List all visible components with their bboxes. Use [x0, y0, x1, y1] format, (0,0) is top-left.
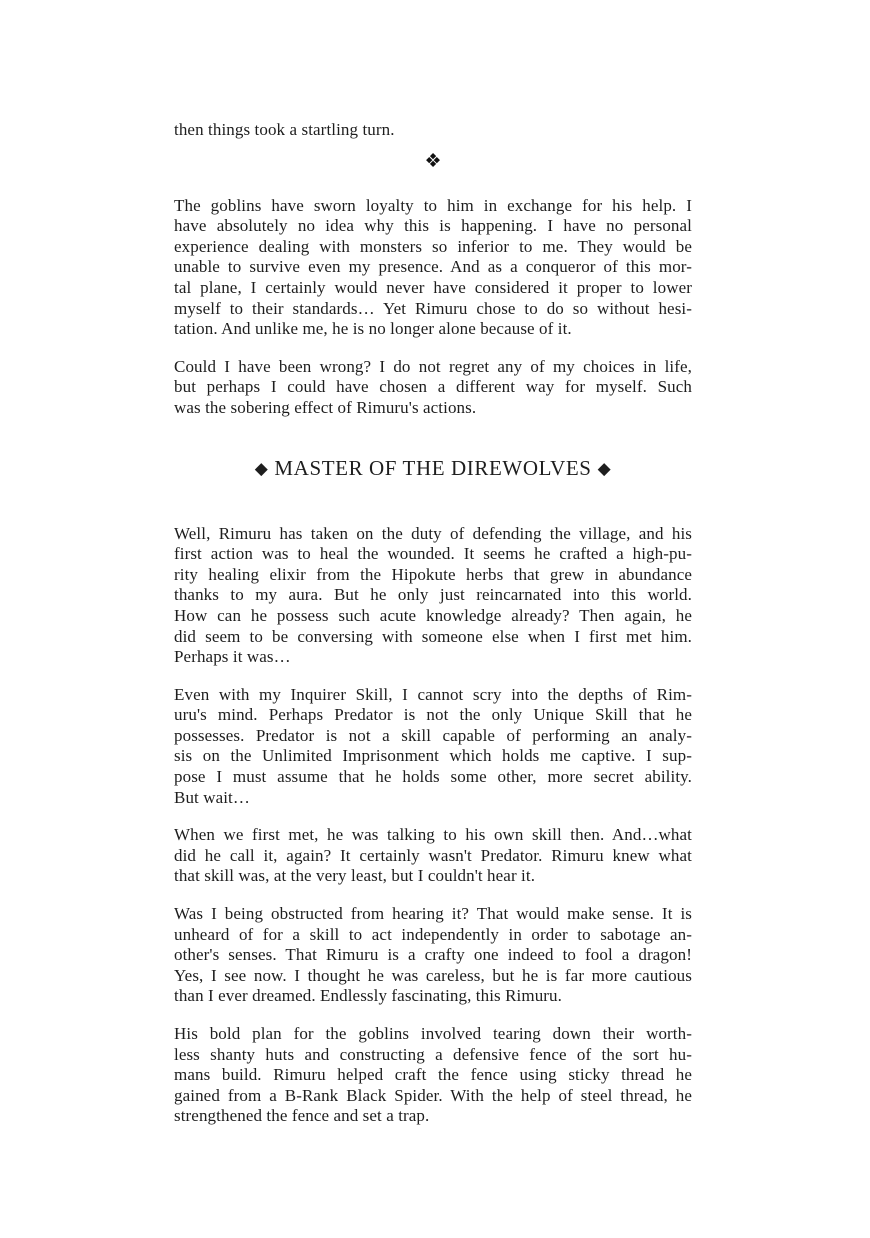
text-line: thanks to my aura. But he only just reincarnated into this world.: [174, 585, 692, 605]
text-line: possesses. Predator is not a skill capable of performing an analy-: [174, 725, 692, 745]
text-line: other's senses. That Rimuru is a crafty one indeed to fool a dragon!: [174, 945, 692, 965]
text-line: Yes, I see now. I thought he was careless, but he is far more cautious: [174, 965, 692, 985]
text-line: myself to their standards… Yet Rimuru chose to do so without hesi-: [174, 298, 692, 318]
text-line: When we first met, he was talking to his own skill then. And…what: [174, 825, 692, 845]
text-line: rity healing elixir from the Hipokute herbs that grew in abundance: [174, 564, 692, 584]
section-heading: [174, 455, 692, 483]
scene-break-fleuron-icon: ❖: [424, 150, 442, 172]
paragraph: [174, 524, 692, 668]
text-line: was the sobering effect of Rimuru's actions.: [174, 397, 477, 417]
paragraph: [174, 685, 692, 809]
text-line: first action was to heal the wounded. It seems he crafted a high-pu-: [174, 544, 692, 564]
text-line: Well, Rimuru has taken on the duty of defending the village, and his: [174, 523, 692, 543]
section-2-paragraphs: [174, 524, 692, 1127]
text-line: sis on the Unlimited Imprisonment which holds me captive. I sup-: [174, 746, 692, 766]
continuation-paragraph: [174, 120, 692, 141]
text-line: less shanty huts and constructing a defensive fence of the sort hu-: [174, 1044, 692, 1064]
section-1-paragraphs: [174, 196, 692, 419]
paragraph: [174, 904, 692, 1007]
continuation-line: then things took a startling turn.: [174, 120, 395, 139]
text-line: Perhaps it was…: [174, 647, 291, 667]
section-heading-text: MASTER OF THE DIREWOLVES: [274, 455, 592, 480]
paragraph: [174, 825, 692, 887]
text-line: uru's mind. Perhaps Predator is not the only Unique Skill that he: [174, 705, 692, 725]
text-line: experience dealing with monsters so inferior to me. They would be: [174, 236, 692, 256]
paragraph: [174, 357, 692, 419]
text-line: pose I must assume that he holds some other, more secret ability.: [174, 767, 692, 787]
paragraph: [174, 1024, 692, 1127]
paragraph: [174, 196, 692, 340]
text-column: [174, 120, 692, 1144]
text-line: But wait…: [174, 787, 250, 807]
text-line: tal plane, I certainly would never have considered it proper to lower: [174, 277, 692, 297]
text-line: Was I being obstructed from hearing it? That would make sense. It is: [174, 904, 692, 924]
text-line: How can he possess such acute knowledge already? Then again, he: [174, 605, 692, 625]
text-line: strengthened the fence and set a trap.: [174, 1106, 430, 1126]
text-line: The goblins have sworn loyalty to him in exchange for his help. I: [174, 195, 692, 215]
text-line: His bold plan for the goblins involved tearing down their worth-: [174, 1024, 692, 1043]
text-line: than I ever dreamed. Endlessly fascinating, this Rimuru.: [174, 986, 562, 1006]
text-line: Even with my Inquirer Skill, I cannot scry into the depths of Rim-: [174, 684, 692, 704]
text-line: have absolutely no idea why this is happening. I have no personal: [174, 216, 692, 236]
diamond-ornament-left-icon: ◆: [254, 458, 269, 478]
text-line: did seem to be conversing with someone else when I first met him.: [174, 626, 692, 646]
text-line: Could I have been wrong? I do not regret any of my choices in life,: [174, 356, 692, 376]
text-line: that skill was, at the very least, but I couldn't hear it.: [174, 866, 536, 886]
diamond-ornament-right-icon: ◆: [597, 458, 612, 478]
text-line: unable to survive even my presence. And as a conqueror of this mor-: [174, 257, 692, 277]
text-line: gained from a B-Rank Black Spider. With the help of steel thread, he: [174, 1085, 692, 1105]
text-line: unheard of for a skill to act independently in order to sabotage an-: [174, 924, 692, 944]
text-line: mans build. Rimuru helped craft the fence using sticky thread he: [174, 1065, 692, 1085]
text-line: did he call it, again? It certainly wasn't Predator. Rimuru knew what: [174, 845, 692, 865]
text-line: but perhaps I could have chosen a different way for myself. Such: [174, 377, 692, 397]
text-line: tation. And unlike me, he is no longer alone because of it.: [174, 319, 572, 339]
